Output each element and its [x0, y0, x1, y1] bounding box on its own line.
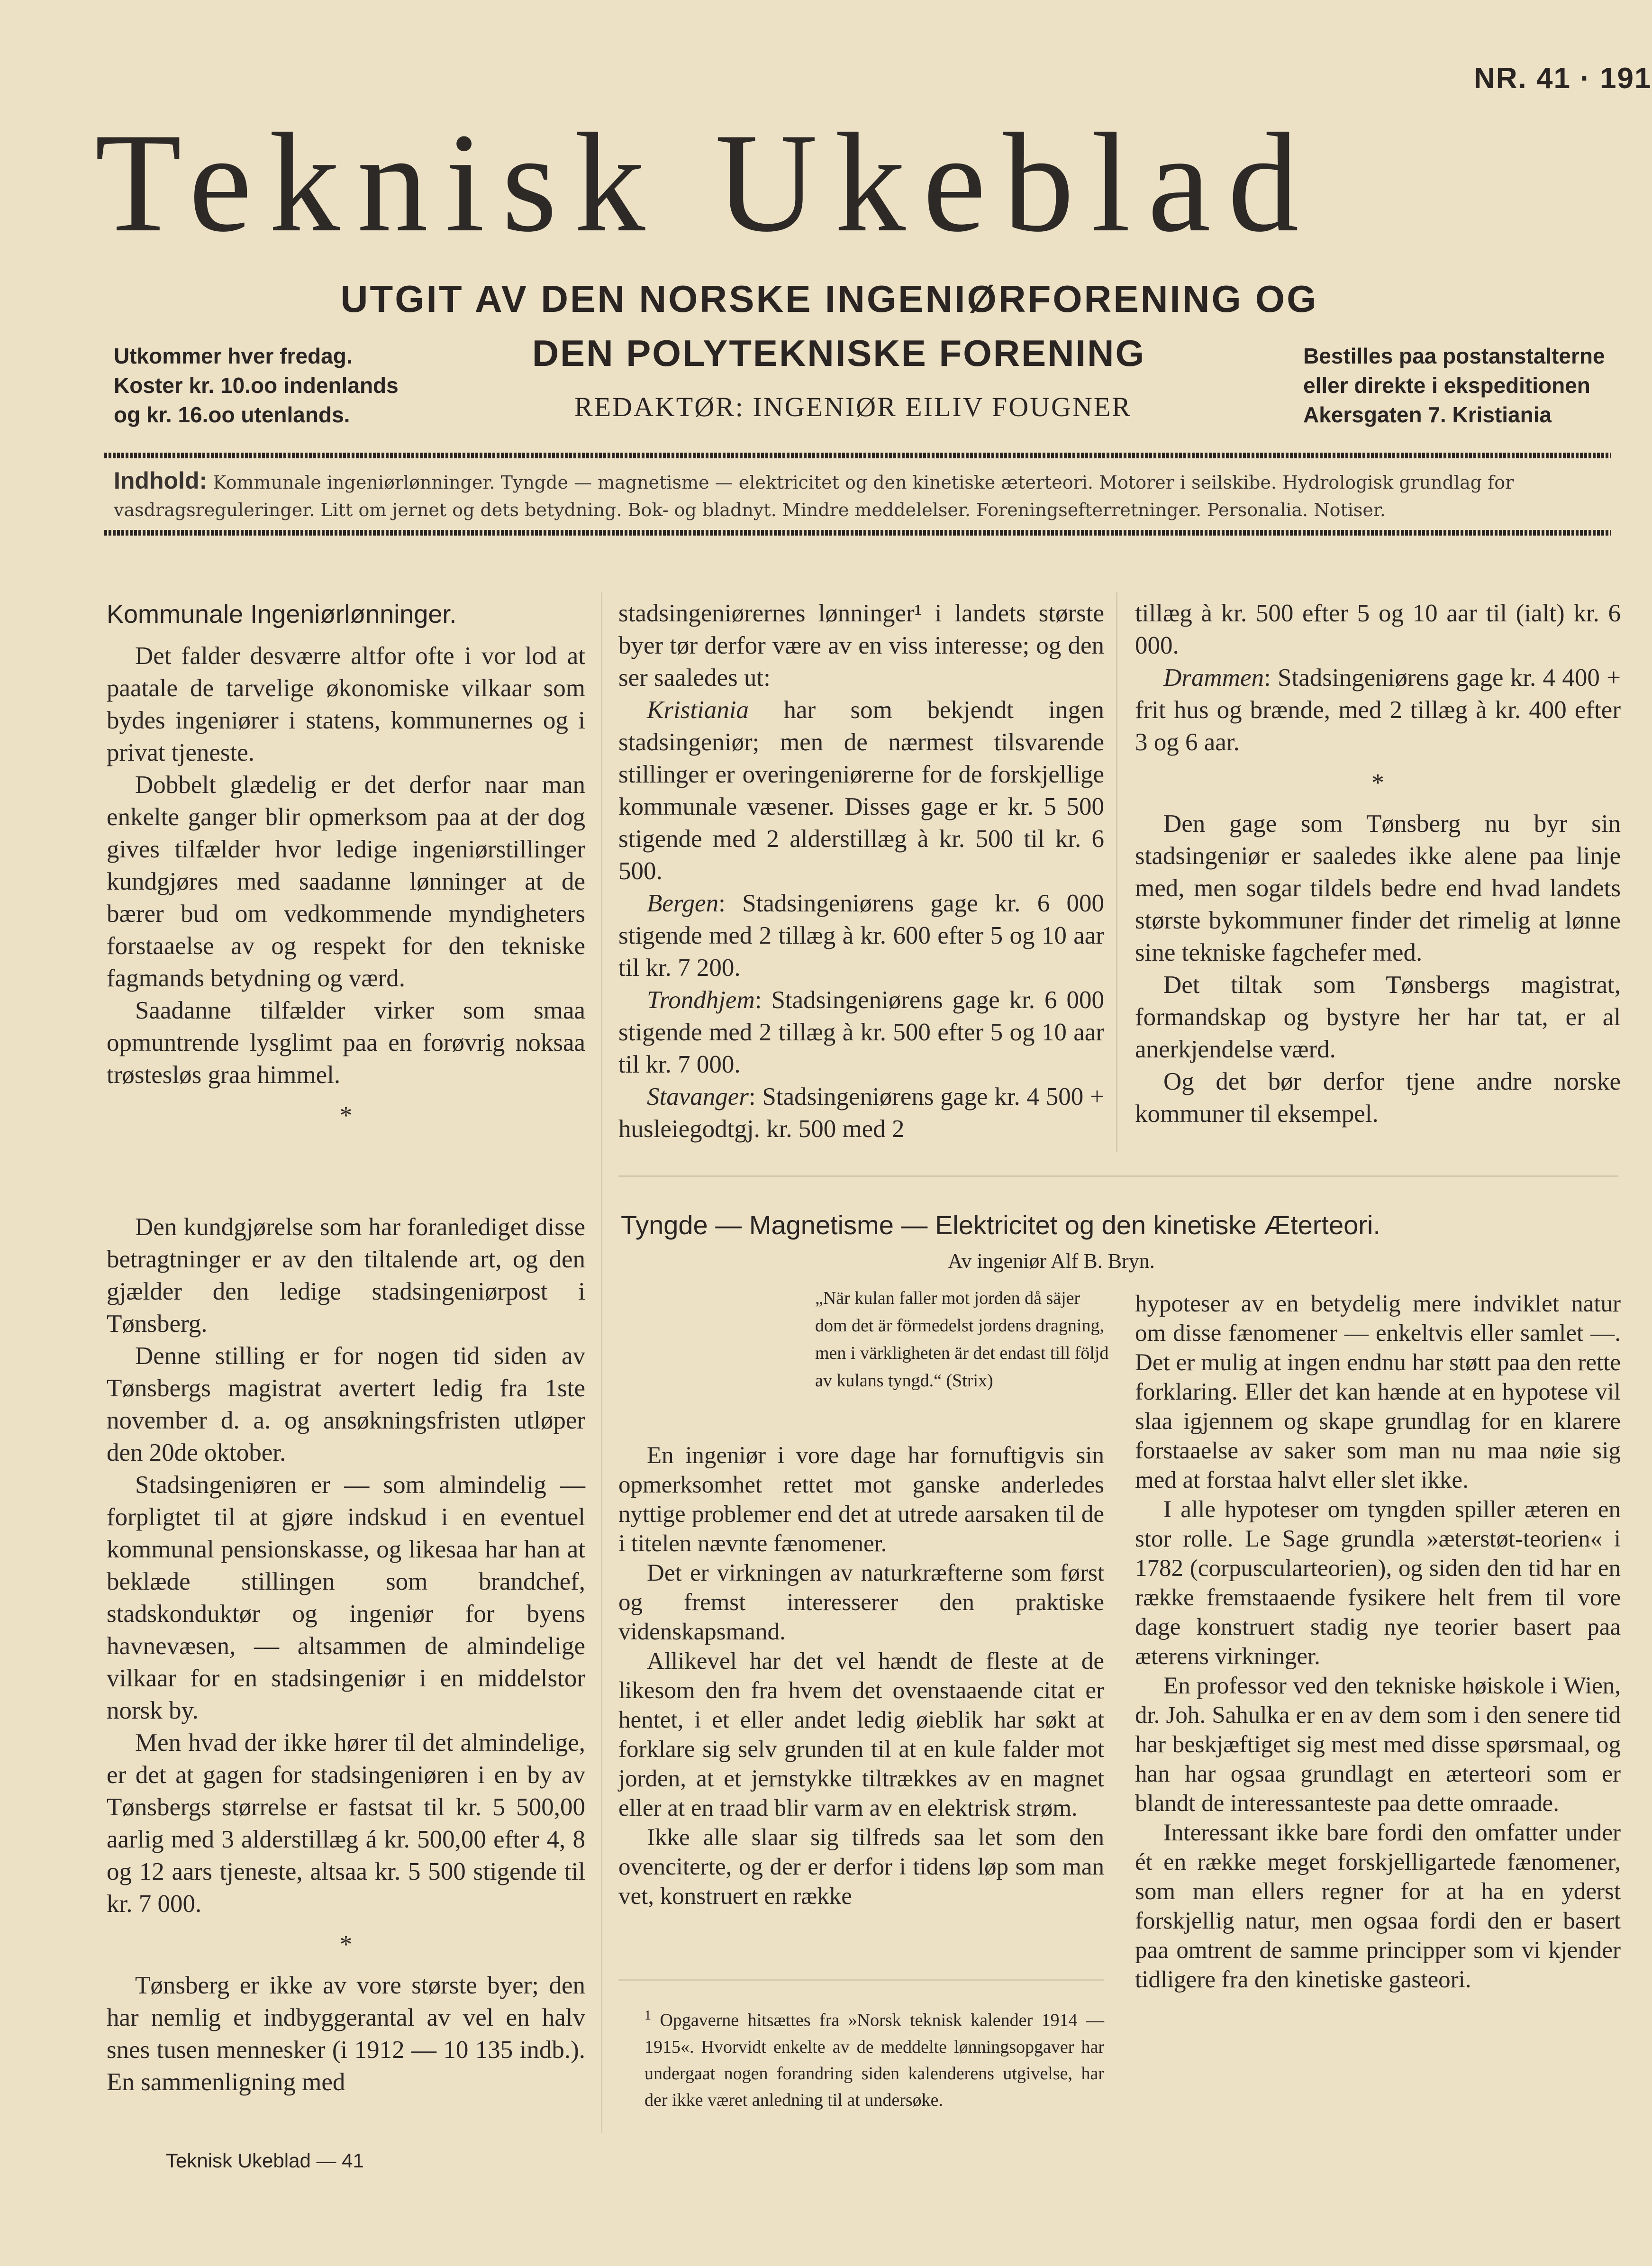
paragraph: Allikevel har det vel hændt de fleste at de likesom den fra hvem det ovenstaaende citat er hentet, i et eller andet ledig øieblik har søkt at forklare sig selv grunden til at en kule falder mot jorden, at et jernstykke tiltrækkes av en magnet eller at en traad blir varm av en elektrisk strøm.: [618, 1648, 1104, 1821]
info-line: Bestilles paa postanstalterne: [1303, 344, 1605, 368]
paragraph: Men hvad der ikke hører til det almindelige, er det at gagen for stadsingeniøren i en by av Tønsbergs størrelse er fastsat til kr. 5 500,00 aarlig med 3 alderstillæg á kr. 500,00 efter 4, 8 og 12 aars tjeneste, altsaa kr. 5 500 stigende til kr. 7 000.: [107, 1729, 585, 1918]
city-text: : Stadsingeniørens gage kr. 6 000 stigende med 2 tillæg à kr. 600 efter 5 og 10 aar til kr. 7 200.: [618, 890, 1104, 982]
newspaper-title: Teknisk Ukeblad: [95, 104, 1316, 261]
city-name: Kristiania: [647, 696, 749, 724]
paragraph: hypoteser av en betydelig mere indviklet natur om disse fænomener — enkeltvis eller samlet —. Det er mulig at ingen endnu har støtt paa den rette forklaring. Eller det kan hænde at en hypotese vil slaa igjennem og skape grundlag for en klarere forstaaelse av saker som man nu maa nøie sig med at forstaa halvt eller slet ikke.: [1135, 1291, 1621, 1493]
issue-number: NR. 41 · 191: [1474, 62, 1652, 95]
city-name: Trondhjem: [647, 986, 755, 1014]
info-line: og kr. 16.oo utenlands.: [114, 402, 350, 427]
city-text: : Stadsingeniørens gage kr. 6 000 stigende med 2 tillæg à kr. 500 efter 5 og 10 aar til kr. 7 000.: [618, 986, 1104, 1078]
paragraph: Denne stilling er for nogen tid siden av Tønsbergs magistrat avertert ledig fra 1ste november d. a. og ansøkningsfristen utløper den 20de oktober.: [107, 1342, 585, 1466]
paragraph: Det tiltak som Tønsbergs magistrat, formandskap og bystyre her har tat, er al anerkjendelse værd.: [1135, 971, 1621, 1063]
city-paragraph: [618, 984, 1104, 1081]
footnote-mark: 1: [644, 2008, 651, 2023]
article-heading: Tyngde — Magnetisme — Elektricitet og den kinetiske Æterteori.: [621, 1210, 1380, 1240]
city-name: Bergen: [647, 890, 719, 917]
article-column-3b: [1135, 1289, 1621, 1994]
paragraph: En professor ved den tekniske høiskole i Wien, dr. Joh. Sahulka er en av dem som i den senere tid har beskjæftiget sig mest med disse spørsmaal, og han har ogsaa grundlagt en æterteori som er blandt de interessanteste paa dette omraade.: [1135, 1673, 1621, 1817]
article-column-2b: [618, 1441, 1104, 1911]
footnote-text: Opgaverne hitsættes fra »Norsk teknisk kalender 1914 — 1915«. Hvorvidt enkelte av de meddelte lønningsopgaver har undergaat nogen forandring siden kalenderens utgivelse, har der ikke været anledning til at undersøke.: [644, 2010, 1105, 2110]
info-line: eller direkte i ekspeditionen: [1303, 373, 1590, 398]
paragraph: Ikke alle slaar sig tilfreds saa let som den ovenciterte, og der er derfor i tidens løp som man vet, konstruert en række: [618, 1824, 1104, 1910]
byline: Av ingeniør Alf B. Bryn.: [948, 1249, 1155, 1273]
contents-label: Indhold:: [114, 467, 208, 494]
city-text: : Stadsingeniørens gage kr. 4 500 + husleiegodtgj. kr. 500 med 2: [618, 1083, 1104, 1143]
paragraph: Det er virkningen av naturkræfterne som først og fremst interesserer den praktiske videnskapsmand.: [618, 1560, 1104, 1645]
publisher-line-1: UTGIT AV DEN NORSKE INGENIØRFORENING OG: [340, 278, 1318, 320]
contents-rule-top: [104, 453, 1611, 458]
footnote-rule: [618, 1979, 1104, 1981]
paragraph: Den gage som Tønsberg nu byr sin stadsingeniør er saaledes ikke alene paa linje med, men sogar tildels bedre end hvad landets største bykommuner finder det rimelig at lønne sine tekniske fagchefer med.: [1135, 810, 1621, 966]
paragraph: I alle hypoteser om tyngden spiller æteren en stor rolle. Le Sage grundla »æterstøt-teorien« i 1782 (corpuscularteorien), og siden den tid har en række fremstaaende fysikere helt frem til vore dage konstruert stadig nye teorier basert paa æterens virkninger.: [1135, 1496, 1621, 1670]
publisher-line-2: DEN POLYTEKNISKE FORENING: [532, 332, 1146, 374]
contents-text: Kommunale ingeniørlønninger. Tyngde — magnetisme — elektricitet og den kinetiske æterteori. Motorer i seilskibe. Hydrologisk grundlag for vasdragsreguleringer. Litt om jernet og dets betydning. Bok- og bladnyt. Mindre meddelelser. Foreningsefterretninger. Personalia. Notiser.: [114, 472, 1514, 520]
editor-line: REDAKTØR: INGENIØR EILIV FOUGNER: [574, 391, 1132, 422]
paragraph: Den kundgjørelse som har foranlediget disse betragtninger er av den tiltalende art, og den gjælder den ledige stadsingeniørpost i Tønsberg.: [107, 1213, 585, 1338]
article-divider: [618, 1175, 1618, 1177]
paragraph: Saadanne tilfælder virker som smaa opmuntrende lysglimt paa en forøvrig noksaa trøstesløs graa himmel.: [107, 997, 585, 1089]
article-heading: Kommunale Ingeniørlønninger.: [107, 600, 457, 628]
city-paragraph: [1135, 662, 1621, 758]
city-paragraph: [618, 694, 1104, 887]
contents-rule-bottom: [104, 530, 1611, 536]
info-line: Utkommer hver fredag.: [114, 344, 353, 368]
paragraph: Det falder desværre altfor ofte i vor lod at paatale de tarvelige økonomiske vilkaar som bydes ingeniører i statens, kommunernes og i privat tjeneste.: [107, 642, 585, 766]
city-name: Drammen: [1163, 664, 1264, 692]
paragraph: En ingeniør i vore dage har fornuftigvis sin opmerksomhet rettet mot ganske anderledes nyttige problemer end det at utrede aarsaken til de i titelen nævnte fænomener.: [618, 1442, 1104, 1557]
city-paragraph: [618, 887, 1104, 984]
epigraph-quote: „När kulan faller mot jorden då säjer dom det är förmedelst jordens dragning, men i värkligheten är det endast till följd av kulans tyngd.“ (Strix): [815, 1288, 1109, 1391]
footnote: [644, 2002, 1104, 2113]
info-line: Akersgaten 7. Kristiania: [1303, 402, 1552, 427]
subscription-info: [114, 341, 399, 429]
city-text: har som bekjendt ingen stadsingeniør; men de nærmest tilsvarende stillinger er overingeniørerne for de forskjellige kommunale væsener. Disses gage er kr. 5 500 stigende med 2 alderstillæg à kr. 500 til kr. 6 500.: [618, 696, 1105, 885]
article-column-1-continued: [107, 1211, 585, 2098]
paragraph: tillæg à kr. 500 efter 5 og 10 aar til (ialt) kr. 6 000.: [1135, 600, 1621, 659]
paragraph: Stadsingeniøren er — som almindelig — forpligtet til at gjøre indskud i en eventuel kommunal pensionskasse, og likesaa har han at beklæde stillingen som brandchef, stadskonduktør og ingeniør for byens havnevæsen, — altsammen de almindelige vilkaar for en stadsingeniør i en middelstor norsk by.: [107, 1471, 585, 1724]
paragraph: Og det bør derfor tjene andre norske kommuner til eksempel.: [1135, 1068, 1621, 1128]
contents-box: [114, 467, 1607, 524]
article-column-3: [1135, 597, 1621, 1130]
section-star: *: [1371, 769, 1384, 797]
section-star: *: [339, 1931, 353, 1958]
ordering-info: [1303, 341, 1605, 429]
info-line: Koster kr. 10.oo indenlands: [114, 373, 399, 398]
article-column-1: [107, 640, 585, 1140]
page-footer: Teknisk Ukeblad — 41: [166, 2149, 364, 2172]
paragraph: stadsingeniørernes lønninger¹ i landets største byer tør derfor være av en viss interesse; og den ser saaledes ut:: [618, 600, 1104, 692]
paragraph: Interessant ikke bare fordi den omfatter under ét en række meget forskjelligartede fænomener, som man ellers regner for at ha en yderst forskjellig natur, men ogsaa fordi den er basert paa omtrent de samme principper som vi kjender tidligere fra den kinetiske gasteori.: [1135, 1820, 1621, 1993]
section-star: *: [339, 1102, 353, 1129]
city-paragraph: [618, 1081, 1104, 1145]
paragraph: Dobbelt glædelig er det derfor naar man enkelte ganger blir opmerksom paa at der dog gives tilfælder hvor ledige ingeniørstillinger kundgjøres med saadanne lønninger at de bærer bud om vedkommende myndigheters forstaaelse av og respekt for den tekniske fagmands betydning og værd.: [107, 771, 585, 992]
paragraph: Tønsberg er ikke av vore største byer; den har nemlig et indbyggerantal av vel en halv snes tusen mennesker (i 1912 — 10 135 indb.). En sammenligning med: [107, 1972, 585, 2096]
column-divider: [1116, 592, 1117, 1152]
article-column-2: [618, 597, 1104, 1145]
city-text: : Stadsingeniørens gage kr. 4 400 + frit hus og brænde, med 2 tillæg à kr. 400 efter 3 og 6 aar.: [1135, 664, 1621, 756]
city-name: Stavanger: [647, 1083, 749, 1110]
column-divider: [601, 592, 602, 2133]
